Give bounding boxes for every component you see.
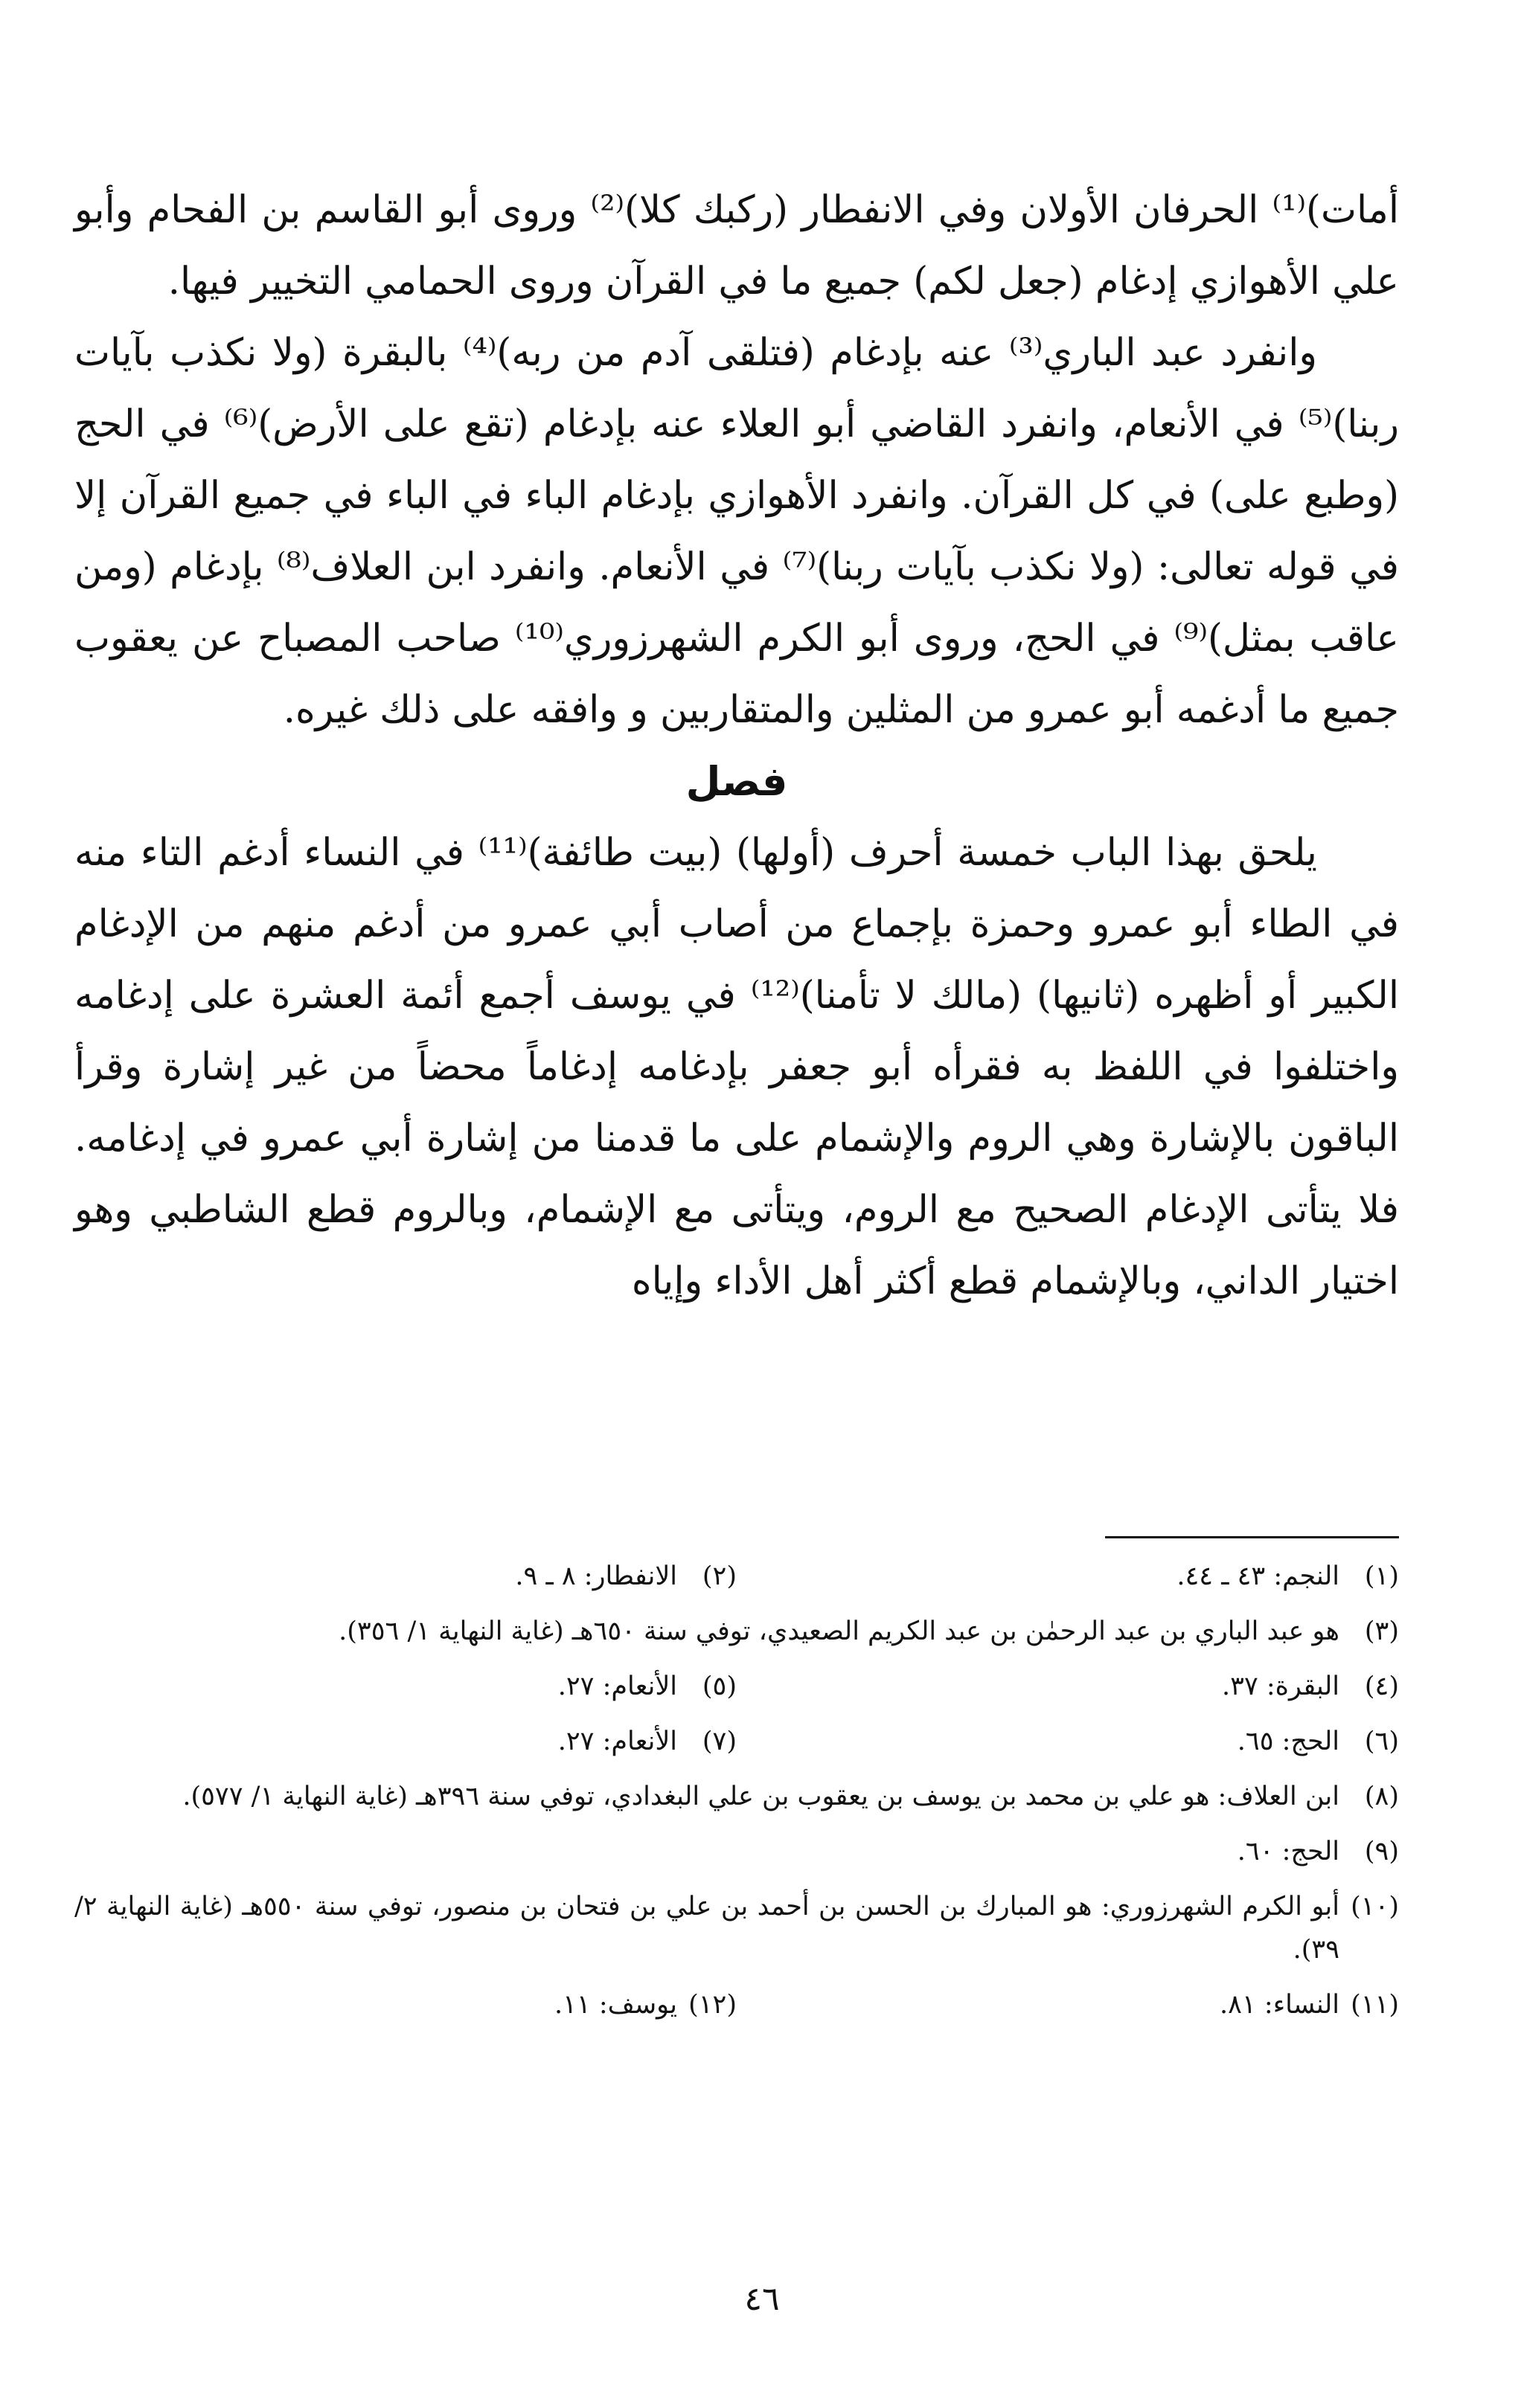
footnote-number: (٩) [1364, 1837, 1399, 1866]
footnote-row [74, 1775, 1399, 1818]
footnote-number: (٦) [1364, 1727, 1399, 1756]
paragraph-1: أمات)⁽¹⁾ الحرفان الأولان وفي الانفطار (ركبك كلا)⁽²⁾ وروى أبو القاسم بن الفحام وأبو علي الأهوازي إدغام (جعل لكم) جميع ما في القرآن وروى الحمامي التخيير فيها. [74, 188, 1399, 304]
footnote-separator [1105, 1536, 1399, 1538]
footnote-3 [74, 1610, 1399, 1653]
footnotes [74, 1555, 1399, 2038]
footnote-row [74, 1830, 1399, 1873]
footnote-number: (٨) [1364, 1782, 1399, 1811]
footnote-row [74, 1983, 1399, 2026]
footnote-number: (١) [1364, 1561, 1399, 1591]
footnote-row [74, 1885, 1399, 1971]
page-number: ٤٦ [744, 2280, 780, 2318]
footnote-2 [74, 1555, 737, 1598]
footnote-text: ابن العلاف: هو علي بن محمد بن يوسف بن يعقوب بن علي البغدادي، توفي سنة ٣٩٦هـ (غاية النهاية ١/ ٥٧٧). [182, 1782, 1339, 1811]
footnote-11 [737, 1983, 1399, 2026]
footnote-number: (٧) [702, 1727, 737, 1756]
footnote-9 [74, 1830, 1399, 1873]
footnote-10 [74, 1885, 1399, 1971]
footnote-6 [737, 1720, 1399, 1763]
footnote-1 [737, 1555, 1399, 1598]
footnote-text: الأنعام: ٢٧. [557, 1672, 677, 1701]
footnote-text: النساء: ٨١. [1220, 1990, 1339, 2020]
main-text [74, 175, 1399, 1317]
footnote-text: أبو الكرم الشهرزوري: هو المبارك بن الحسن بن أحمد بن علي بن فتحان بن منصور، توفي سنة ٥٥٠هـ (غاية النهاية ٢/ ٣٩). [74, 1892, 1339, 1965]
footnote-text: الأنعام: ٢٧. [557, 1727, 677, 1756]
footnote-text: البقرة: ٣٧. [1222, 1672, 1339, 1701]
paragraph-3: يلحق بهذا الباب خمسة أحرف (أولها) (بيت طائفة)⁽¹¹⁾ في النساء أدغم التاء منه في الطاء أبو عمرو وحمزة بإجماع من أصاب أبي عمرو من أدغم منهم من الإدغام الكبير أو أظهره (ثانيها) (مالك لا تأمنا)⁽¹²⁾ في يوسف أجمع أئمة العشرة على إدغامه واختلفوا في اللفظ به فقرأه أبو جعفر بإدغامه إدغاماً محضاً من غير إشارة وقرأ الباقون بالإشارة وهي الروم والإشمام على ما قدمنا من إشارة أبي عمرو في إدغامه. فلا يتأتى الإدغام الصحيح مع الروم، ويتأتى مع الإشمام، وبالروم قطع الشاطبي وهو اختيار الداني، وبالإشمام قطع أكثر أهل الأداء وإياه [74, 831, 1399, 1303]
footnote-number: (٤) [1364, 1672, 1399, 1701]
footnote-8 [74, 1775, 1399, 1818]
footnote-number: (٥) [702, 1672, 737, 1701]
footnote-row [74, 1555, 1399, 1598]
footnote-12 [74, 1983, 737, 2026]
footnote-text: الانفطار: ٨ ـ ٩. [515, 1561, 677, 1591]
footnote-text: يوسف: ١١. [554, 1990, 677, 2020]
footnote-number: (١٠) [1351, 1892, 1399, 1921]
footnote-number: (٢) [702, 1561, 737, 1591]
footnote-5 [74, 1665, 737, 1708]
footnote-row [74, 1665, 1399, 1708]
footnote-number: (١١) [1351, 1990, 1399, 2020]
footnote-row [74, 1610, 1399, 1653]
footnote-text: النجم: ٤٣ ـ ٤٤. [1176, 1561, 1339, 1591]
paragraph-2: وانفرد عبد الباري⁽³⁾ عنه بإدغام (فتلقى آدم من ربه)⁽⁴⁾ بالبقرة (ولا نكذب بآيات ربنا)⁽⁵⁾ في الأنعام، وانفرد القاضي أبو العلاء عنه بإدغام (تقع على الأرض)⁽⁶⁾ في الحج (وطبع على) في كل القرآن. وانفرد الأهوازي بإدغام الباء في الباء في جميع القرآن إلا في قوله تعالى: (ولا نكذب بآيات ربنا)⁽⁷⁾ في الأنعام. وانفرد ابن العلاف⁽⁸⁾ بإدغام (ومن عاقب بمثل)⁽⁹⁾ في الحج، وروى أبو الكرم الشهرزوري⁽¹⁰⁾ صاحب المصباح عن يعقوب جميع ما أدغمه أبو عمرو من المثلين والمتقاربين و وافقه على ذلك غيره. [74, 331, 1399, 732]
footnote-text: هو عبد الباري بن عبد الرحمٰن بن عبد الكريم الصعيدي، توفي سنة ٦٥٠هـ (غاية النهاية ١/ ٣٥٦). [339, 1616, 1339, 1646]
footnote-row [74, 1720, 1399, 1763]
footnote-number: (٣) [1364, 1616, 1399, 1646]
section-heading: فصل [685, 758, 788, 805]
footnote-4 [737, 1665, 1399, 1708]
footnote-number: (١٢) [688, 1990, 737, 2020]
footnote-text: الحج: ٦٥. [1237, 1727, 1339, 1756]
footnote-text: الحج: ٦٠. [1237, 1837, 1339, 1866]
footnote-7 [74, 1720, 737, 1763]
